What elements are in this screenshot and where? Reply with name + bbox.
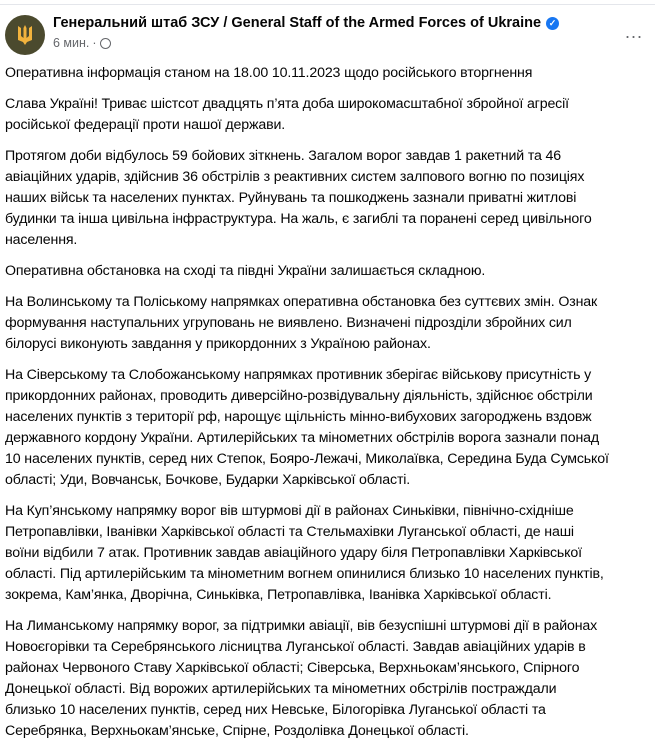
divider — [0, 4, 655, 5]
paragraph-line: районах Червоного Ставу Харківської області; Сіверська, Верхньокам’янського, Спірного — [5, 660, 580, 676]
paragraph-line: Оперативна інформація станом на 18.00 10.11.2023 щодо російського вторгнення — [5, 65, 533, 81]
paragraph-line: Донецької області. Від ворожих артилерійських та мінометних обстрілів постраждали — [5, 681, 557, 697]
post-paragraph — [5, 94, 653, 136]
paragraph-line: На Сіверському та Слобожанському напрямках противник зберігає військову присутність у — [5, 367, 592, 383]
paragraph-line: Протягом доби відбулось 59 бойових зіткнень. Загалом ворог завдав 1 ракетний та 46 — [5, 148, 562, 164]
paragraph-line: зокрема, Кам’янка, Дворічна, Синьківка, Петропавлівка, Іванівка Харківської області. — [5, 587, 552, 603]
author-name-link[interactable]: Генеральний штаб ЗСУ / General Staff of the Armed Forces of Ukraine — [53, 15, 542, 31]
paragraph-line: населених пунктів з території рф, нарощує щільність мінно-вибухових загороджень вздовж — [5, 409, 592, 425]
paragraph-line: населення. — [5, 232, 78, 248]
paragraph-line: Петропавлівки, Іванівки Харківської області та Стельмахівки Луганської області, де наші — [5, 524, 574, 540]
post-text — [5, 63, 653, 752]
post-paragraph — [5, 501, 653, 606]
paragraph-line: близько 10 населених пунктів, серед них Невське, Білогорівка Луганської області та — [5, 702, 546, 718]
post-paragraph — [5, 365, 653, 491]
post-paragraph — [5, 63, 653, 84]
paragraph-line: російської федерації проти нашої держави. — [5, 117, 286, 133]
verified-badge-icon: ✓ — [546, 17, 559, 30]
meta-separator: · — [92, 36, 97, 50]
globe-icon — [100, 38, 111, 49]
paragraph-line: формування наступальних угруповань не виявлено. Визначені підрозділи збройних сил — [5, 315, 572, 331]
paragraph-line: білорусі виконують завдання у прикордонних з Україною районах. — [5, 336, 431, 352]
paragraph-line: На Волинському та Поліському напрямках оперативна обстановка без суттєвих змін. Ознак — [5, 294, 598, 310]
author-row — [53, 15, 559, 31]
paragraph-line: Серебрянка, Верхньокам’янське, Спірне, Роздолівка Донецької області. — [5, 723, 469, 739]
avatar[interactable] — [5, 15, 45, 55]
trident-logo-icon — [16, 24, 34, 46]
paragraph-line: На Лиманському напрямку ворог, за підтримки авіації, вів безуспішні штурмові дії в районах — [5, 618, 598, 634]
paragraph-line: прикордонних районах, проводить диверсійно-розвідувальну діяльність, здійснює обстріли — [5, 388, 593, 404]
paragraph-line: На Куп’янському напрямку ворог вів штурмові дії в районах Синьківки, північно-східніше — [5, 503, 574, 519]
post-paragraph — [5, 616, 653, 742]
post-paragraph — [5, 292, 653, 355]
paragraph-line: авіаційних ударів, здійснив 36 обстрілів з реактивних систем залпового вогню по позиціях — [5, 169, 585, 185]
paragraph-line: воїни відбили 7 атак. Противник завдав авіаційного удару біля Петропавлівки Харківської — [5, 545, 582, 561]
paragraph-line: Новоєгорівки та Серебрянського лісництва Луганської області. Завдав авіаційних ударів в — [5, 639, 586, 655]
paragraph-line: Оперативна обстановка на сході та півдні України залишається складною. — [5, 263, 486, 279]
paragraph-line: державного кордону України. Артилерійських та мінометних обстрілів ворога зазнали понад — [5, 430, 600, 446]
more-options-button[interactable]: ... — [624, 22, 643, 42]
paragraph-line: Слава Україні! Триває шістсот двадцять п’ята доба широкомасштабної збройної агресії — [5, 96, 569, 112]
paragraph-line: наших військ та населених пунктах. Руйнувань та пошкоджень зазнали приватні житлові — [5, 190, 577, 206]
paragraph-line: області. Під артилерійським та мінометним вогнем опинилися близько 10 населених пунктів, — [5, 566, 604, 582]
post-paragraph — [5, 146, 653, 251]
post-time-link[interactable]: 6 мин. — [53, 36, 90, 50]
post-meta — [53, 36, 111, 50]
paragraph-line: 10 населених пунктів, серед них Степок, Бояро-Лежачі, Миколаївка, Середина Буда Сумської — [5, 451, 609, 467]
paragraph-line: будинки та інша цивільна інфраструктура. На жаль, є загиблі та поранені серед цивільного — [5, 211, 592, 227]
paragraph-line: області; Уди, Вовчанськ, Бочкове, Бударки Харківської області. — [5, 472, 411, 488]
post-paragraph — [5, 261, 653, 282]
